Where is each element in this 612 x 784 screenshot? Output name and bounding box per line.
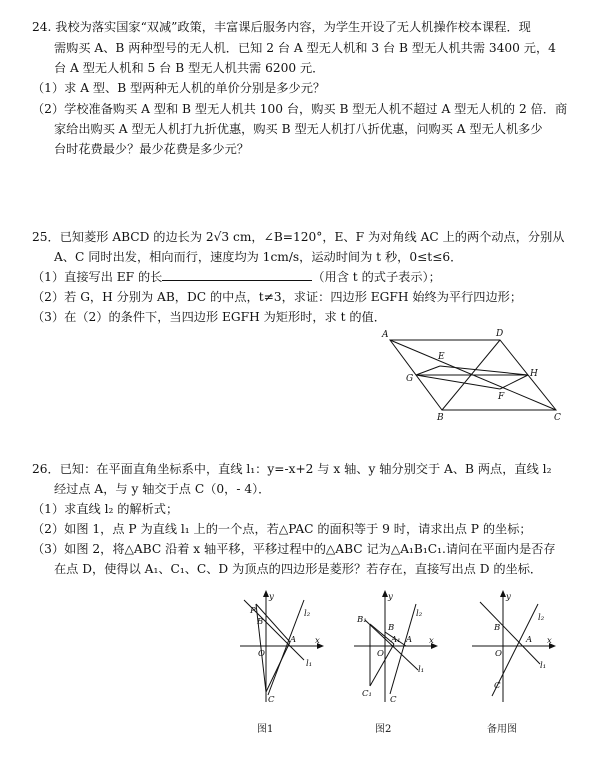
fig3-l1-label: l₁ [540, 661, 547, 671]
q24-line2: 需购买 A、B 两种型号的无人机．已知 2 台 A 型无人机和 3 台 B 型无人机共需 3400 元，4 [54, 41, 556, 55]
q25-line1: 25．已知菱形 ABCD 的边长为 2√3 cm，∠B=120°，E、F 为对角线 AC 上的两个动点，分别从 [32, 230, 565, 244]
fig2-l2-label: l₂ [416, 609, 423, 619]
q24-part2: （2）学校准备购买 A 型和 B 型无人机共 100 台，购买 B 型无人机不超过 A 型无人机的 2 倍．商 [32, 102, 568, 116]
q26-line2: 经过点 A，与 y 轴交于点 C（0，- 4）． [54, 482, 271, 496]
label-G: G [406, 374, 414, 384]
fig3-O-label: O [495, 649, 502, 659]
q25-part1 [32, 269, 441, 285]
fig1-A-label: A [290, 635, 297, 645]
coordinate-figure-1 [236, 590, 336, 710]
backup-figure-caption: 备用图 [487, 724, 517, 735]
fig2-B-label: B [388, 623, 395, 633]
fig1-l2-label: l₂ [304, 609, 311, 619]
label-D: D [496, 329, 504, 339]
q24-line3: 台 A 型无人机和 5 台 B 型无人机共需 6200 元． [54, 61, 325, 75]
fig2-O-label: O [377, 649, 384, 659]
label-F: F [498, 392, 505, 402]
fig1-l1-label: l₁ [306, 659, 313, 669]
coordinate-figure-backup [468, 590, 568, 710]
fig3-C-label: C [494, 681, 501, 691]
fig2-C1-label: C₁ [362, 689, 372, 699]
q26-part3: （3）如图 2，将△ABC 沿着 x 轴平移，平移过程中的△ABC 记为△A₁B₁C₁.请问在平面内是否存 [32, 542, 556, 556]
label-B: B [437, 413, 444, 423]
fig2-A-label: A [406, 635, 413, 645]
q26-part1: （1）求直线 l₂ 的解析式； [32, 502, 179, 516]
figure-2-caption: 图2 [375, 724, 392, 735]
q25-part1-hint: （用含 t 的式子表示）； [312, 270, 441, 284]
fig1-P-label: P [250, 606, 256, 616]
q24-part2-cont2: 台时花费最少？最少花费是多少元？ [54, 142, 249, 156]
fig2-C-label: C [390, 695, 397, 705]
fig3-B-label: B [494, 623, 501, 633]
fig2-l1-label: l₁ [418, 665, 425, 675]
fig3-A-label: A [526, 635, 533, 645]
fig1-C-label: C [268, 695, 275, 705]
fig3-x-label: x [547, 636, 552, 646]
label-E: E [438, 352, 445, 362]
q25-part1-text: （1）直接写出 EF 的长 [32, 270, 163, 284]
fig2-B1-label: B₁ [357, 615, 367, 625]
label-H: H [530, 369, 538, 379]
q24-part2-cont: 家给出购买 A 型无人机打九折优惠，购买 B 型无人机打八折优惠，问购买 A 型无人机多少 [54, 122, 543, 136]
q25-part3: （3）在（2）的条件下，当四边形 EGFH 为矩形时，求 t 的值． [32, 310, 386, 324]
q25-part2: （2）若 G，H 分别为 AB，DC 的中点，t≠3，求证：四边形 EGFH 始终为平行四边形； [32, 290, 523, 304]
fig3-y-label: y [506, 592, 511, 602]
label-A: A [382, 330, 389, 340]
q26-line1: 26．已知：在平面直角坐标系中，直线 l₁：y=-x+2 与 x 轴、y 轴分别交于 A、B 两点，直线 l₂ [32, 462, 552, 476]
q26-part2: （2）如图 1，点 P 为直线 l₁ 上的一个点，若△PAC 的面积等于 9 时，请求出点 P 的坐标； [32, 522, 532, 536]
fig1-B-label: B [257, 617, 264, 627]
q25-line2: A、C 同时出发，相向而行，速度均为 1cm/s，运动时间为 t 秒，0≤t≤6． [54, 250, 463, 264]
q24-line1: 24. 我校为落实国家“双减”政策，丰富课后服务内容，为学生开设了无人机操作校本课程．现 [32, 20, 531, 34]
fig2-A1-label: A₁ [391, 635, 401, 645]
label-C: C [554, 413, 561, 423]
fig1-x-label: x [315, 636, 320, 646]
answer-blank[interactable] [162, 269, 312, 281]
fig1-O-label: O [258, 649, 265, 659]
q24-part1: （1）求 A 型、B 型两种无人机的单价分别是多少元？ [32, 81, 326, 95]
fig2-x-label: x [429, 636, 434, 646]
figure-1-caption: 图1 [257, 724, 274, 735]
fig1-y-label: y [269, 592, 274, 602]
fig3-l2-label: l₂ [538, 613, 545, 623]
coordinate-figure-2 [350, 590, 450, 710]
fig2-y-label: y [388, 592, 393, 602]
q26-part3-cont: 在点 D，使得以 A₁、C₁、C、D 为顶点的四边形是菱形？若存在，直接写出点 D 的坐标． [54, 562, 543, 576]
rhombus-figure [370, 325, 590, 430]
